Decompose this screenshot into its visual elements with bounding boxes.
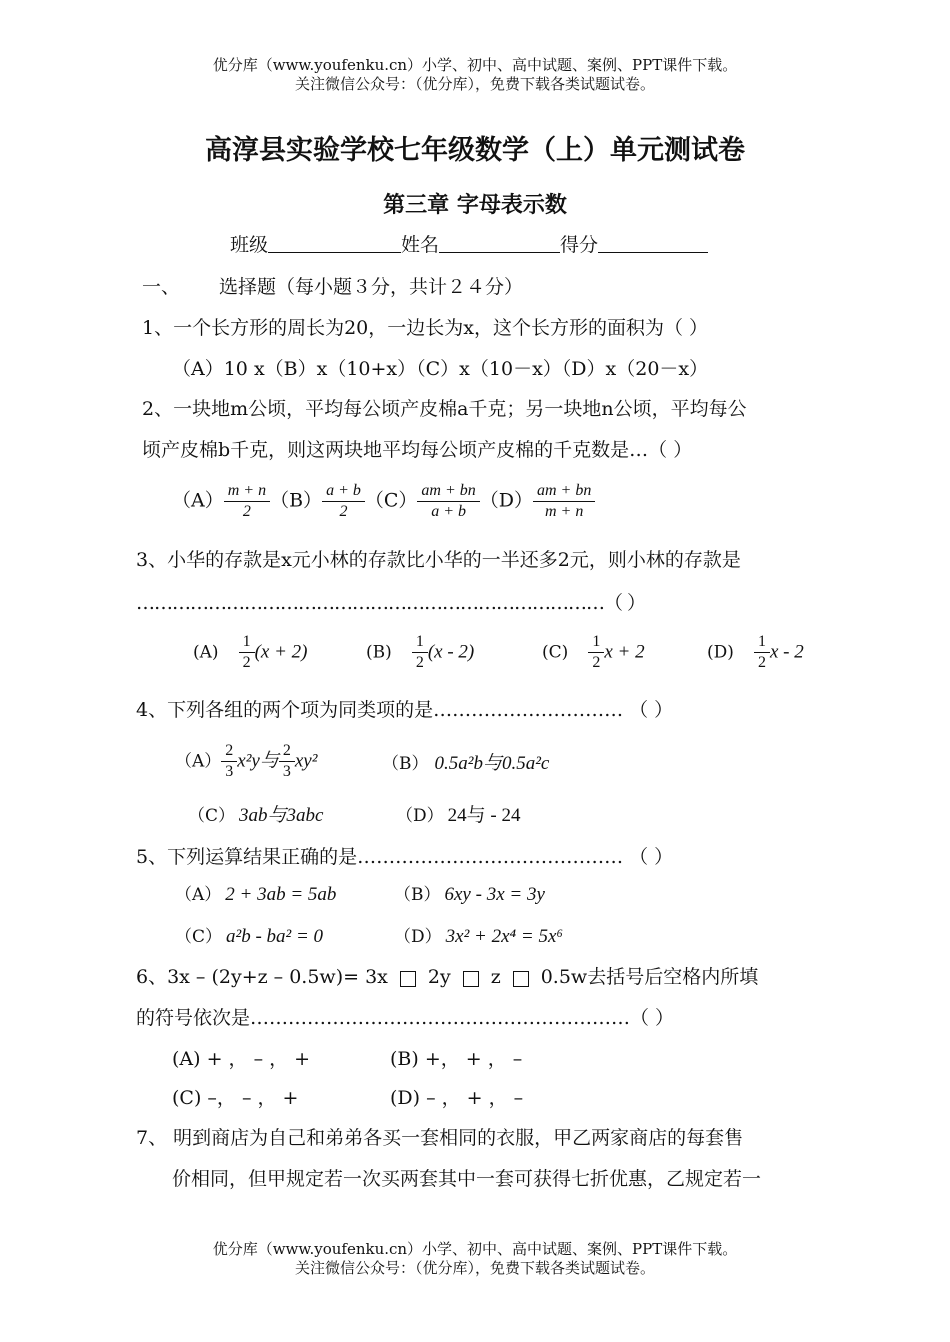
question-6-stem-line1: 6、3x – (2y+z – 0.5w)= 3x 2y z 0.5w去括号后空格内所填	[136, 966, 759, 988]
question-5-stem: 5、下列运算结果正确的是…………………………………… （ ）	[136, 846, 674, 868]
option-c-label: （C）	[364, 489, 418, 512]
question-3-option-d: (D) $\frac{1}{2}$ x - 2	[707, 633, 804, 671]
footer-line-2: 关注微信公众号：（优分库），免费下载各类试题试卷。	[294, 1259, 655, 1277]
option-c-fraction: $\frac{am + bn}{a + b}$	[417, 481, 479, 522]
section-number: 一、	[142, 276, 181, 298]
question-2-stem-line1: 2、一块地m公顷，平均每公顷产皮棉a千克；另一块地n公顷，平均每公	[142, 398, 747, 420]
question-4-option-d: （D） 24与 - 24	[396, 805, 521, 826]
question-6-option-d: (D) – ， + ， –	[390, 1087, 524, 1109]
class-label: 班级	[230, 234, 269, 256]
question-5-option-a: （A） 2 + 3ab = 5ab	[175, 884, 337, 905]
question-6-option-c: (C) –， – ， +	[172, 1087, 299, 1109]
option-a-label: （A）	[172, 489, 224, 512]
footer-line-1: 优分库（www.youfenku.cn）小学、初中、高中试题、案例、PPT课件下载。	[212, 1240, 738, 1258]
question-3-option-c: (C) $\frac{1}{2}$ x + 2	[542, 633, 645, 671]
question-4-stem: 4、下列各组的两个项为同类项的是………………………… （ ）	[136, 699, 674, 721]
question-2-stem-line2: 顷产皮棉b千克，则这两块地平均每公顷产皮棉的千克数是…（ ）	[142, 439, 693, 461]
option-b-label: （B）	[270, 489, 323, 512]
header-line-2: 关注微信公众号：（优分库），免费下载各类试题试卷。	[294, 75, 655, 93]
header-line-1: 优分库（www.youfenku.cn）小学、初中、高中试题、案例、PPT课件下载。	[212, 56, 738, 74]
question-4-option-c: （C） 3ab与3abc	[188, 805, 324, 826]
section-heading: 选择题（每小题３分，共计２４分）	[219, 276, 524, 298]
option-a-fraction: $\frac{m + n}{2}$	[224, 481, 270, 522]
question-5-option-c: （C） a²b - ba² = 0	[175, 926, 324, 947]
sign-box-1[interactable]	[400, 971, 416, 987]
question-1-stem: 1、一个长方形的周长为20，一边长为x，这个长方形的面积为（ ）	[142, 317, 709, 339]
question-5-option-d: （D） 3x² + 2x⁴ = 5x⁶	[394, 926, 563, 947]
name-blank[interactable]	[439, 234, 560, 253]
question-6-stem-line2: 的符号依次是……………………………………………………（ ）	[136, 1007, 675, 1029]
question-4-option-a: （A） $\frac{2}{3}$ x²y与 $\frac{2}{3}$ xy²	[175, 742, 318, 780]
question-7-line1: 7、 明到商店为自己和弟弟各买一套相同的衣服，甲乙两家商店的每套售	[136, 1127, 744, 1149]
question-3-option-b: (B) $\frac{1}{2}$ (x - 2)	[366, 633, 475, 671]
name-label: 姓名	[401, 234, 440, 256]
page-title: 高淳县实验学校七年级数学（上）单元测试卷	[205, 135, 745, 166]
option-d-fraction: $\frac{am + bn}{m + n}$	[533, 481, 595, 522]
question-6-option-a: (A) + ， – ， +	[172, 1048, 311, 1070]
question-3-stem-line1: 3、小华的存款是x元小林的存款比小华的一半还多2元，则小林的存款是	[136, 549, 741, 571]
class-blank[interactable]	[268, 234, 401, 253]
sign-box-3[interactable]	[513, 971, 529, 987]
score-label: 得分	[560, 234, 599, 256]
score-blank[interactable]	[598, 234, 708, 253]
question-5-option-b: （B） 6xy - 3x = 3y	[394, 884, 545, 905]
question-4-option-b: （B） 0.5a²b与0.5a²c	[382, 753, 550, 774]
chapter-title: 第三章 字母表示数	[383, 192, 567, 218]
question-6-option-b: (B) +， + ， –	[390, 1048, 523, 1070]
option-d-label: （D）	[479, 489, 533, 512]
question-3-stem-line2: ……………………………………………………………………（ ）	[136, 592, 646, 614]
option-b-fraction: $\frac{a + b}{2}$	[322, 481, 365, 522]
question-3-option-a: (A) $\frac{1}{2}$ (x + 2)	[193, 633, 308, 671]
question-1-options: （A）10 x（B）x（10+x）（C）x（10－x）（D）x（20－x）	[172, 358, 709, 380]
question-7-line2: 价相同，但甲规定若一次买两套其中一套可获得七折优惠，乙规定若一	[172, 1168, 762, 1190]
sign-box-2[interactable]	[463, 971, 479, 987]
student-info	[230, 230, 708, 257]
question-2-options	[172, 481, 595, 522]
